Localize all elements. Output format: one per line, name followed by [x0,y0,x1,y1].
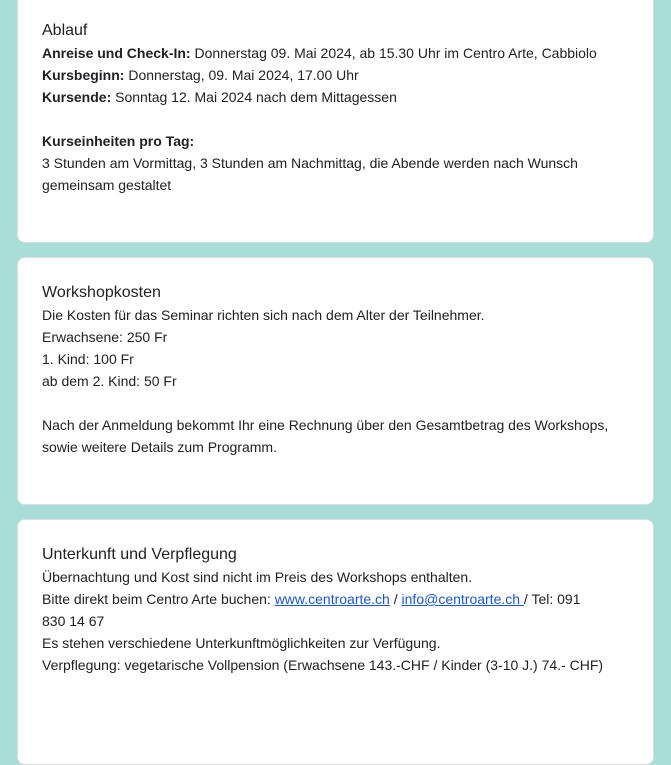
kosten-kind-1: 1. Kind: 100 Fr [42,351,134,367]
workshopkosten-title: Workshopkosten [42,284,161,301]
unterkunft-line-3: Es stehen verschiedene Unterkunftmöglichkeiten zur Verfügung. [42,635,441,651]
verpflegung-line: Verpflegung: vegetarische Vollpension (Erwachsene 143.-CHF / Kinder (3-10 J.) 74.- CHF) [42,657,604,673]
ablauf-title: Ablauf [42,22,88,39]
unterkunft-booking-line [42,588,629,610]
kursbeginn-value: Donnerstag, 09. Mai 2024, 17.00 Uhr [124,67,359,83]
kosten-rechnung-line-2: sowie weitere Details zum Programm. [42,439,277,455]
ablauf-card [17,0,654,243]
link-separator: / [389,591,402,607]
anreise-line [42,42,629,64]
unterkunft-line-1: Übernachtung und Kost sind nicht im Preis des Workshops enthalten. [42,569,473,585]
centroarte-email-link[interactable]: info@centroarte.ch [401,591,524,607]
kurseinheiten-line-1: 3 Stunden am Vormittag, 3 Stunden am Nachmittag, die Abende werden nach Wunsch [42,155,578,171]
kurseinheiten-label: Kurseinheiten pro Tag: [42,133,195,149]
kosten-rechnung-line-1: Nach der Anmeldung bekommt Ihr eine Rechnung über den Gesamtbetrag des Workshops, [42,417,609,433]
anreise-label: Anreise und Check-In: [42,45,191,61]
kosten-erwachsene: Erwachsene: 250 Fr [42,329,168,345]
kosten-kind-2: ab dem 2. Kind: 50 Fr [42,373,177,389]
kosten-line-1: Die Kosten für das Seminar richten sich nach dem Alter der Teilnehmer. [42,307,485,323]
kurseinheiten-line-2: gemeinsam gestaltet [42,177,172,193]
workshopkosten-card [17,257,654,505]
kursende-line [42,86,629,108]
telephone-number: 830 14 67 [42,613,105,629]
kursende-label: Kursende: [42,89,112,105]
kursbeginn-line [42,64,629,86]
kursbeginn-label: Kursbeginn: [42,67,125,83]
unterkunft-card [17,519,654,765]
anreise-value: Donnerstag 09. Mai 2024, ab 15.30 Uhr im Centro Arte, Cabbiolo [190,45,597,61]
kursende-value: Sonntag 12. Mai 2024 nach dem Mittagessen [111,89,397,105]
booking-prefix: Bitte direkt beim Centro Arte buchen: [42,591,275,607]
centroarte-website-link[interactable]: www.centroarte.ch [274,591,390,607]
unterkunft-title: Unterkunft und Verpflegung [42,546,237,563]
telephone-text: / Tel: 091 [523,591,581,607]
